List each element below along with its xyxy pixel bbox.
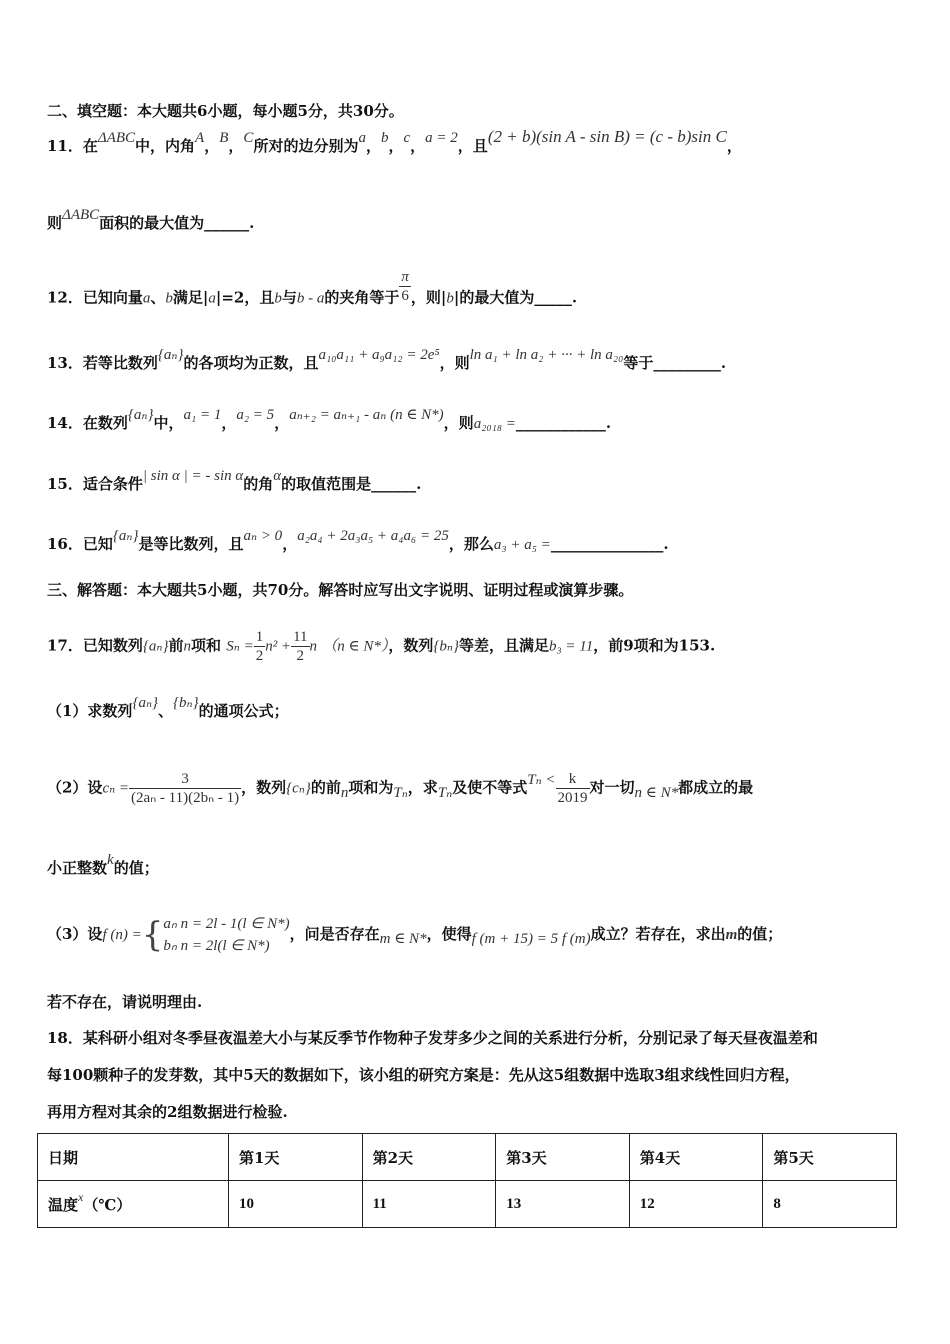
question-16: 16．已知{aₙ}是等比数列，且aₙ > 0，a₂a₄ + 2a₃a₅ + a₄a₆ = 25，那么a₃ + a₅ =_______________. — [47, 528, 669, 553]
q17-part3-cont: 若不存在，请说明理由. — [47, 993, 203, 1011]
table-cell: 第1天 — [229, 1134, 363, 1181]
table-cell: 12 — [629, 1181, 763, 1228]
section-3-header: 三、解答题：本大题共5小题，共70分。解答时应写出文字说明、证明过程或演算步骤。 — [47, 581, 634, 599]
question-11: 11．在ΔABC中，内角A，B，C所对的边分别为a，b，c，a = 2，且(2 + b)(sin A - sin B) = (c - b)sin C， — [47, 127, 742, 155]
section-2-header: 二、填空题：本大题共6小题，每小题5分，共30分。 — [47, 102, 404, 120]
q15-number: 15． — [47, 475, 83, 493]
data-table — [37, 1133, 897, 1228]
table-cell: 13 — [496, 1181, 630, 1228]
q16-number: 16． — [47, 535, 83, 553]
table-cell: 8 — [763, 1181, 897, 1228]
question-17: 17．已知数列{aₙ}前n项和 Sₙ = $\frac{1}{2}$ n² + $\frac{11}{2}$ n （n ∈ N*），数列{bₙ}等差，且满足b₃ = 11，前9项和为153. — [47, 629, 716, 664]
question-14: 14．在数列{aₙ}中，a₁ = 1，a₂ = 5，aₙ₊₂ = aₙ₊₁ - aₙ (n ∈ N*)，则a₂₀₁₈ =____________. — [47, 407, 612, 432]
q17-part2: （2）设cₙ = $\frac{3}{\text{(2aₙ - 11)(2bₙ - 1)}}$ ，数列{cₙ}的前n项和为Tₙ，求Tₙ及使不等式Tₙ < $\frac{k}{2019}$ 对一切n ∈ N*都成立的最 — [47, 771, 754, 806]
pi-over-6: $\frac{\pi}{6}$ — [401, 269, 409, 304]
table-cell: 11 — [362, 1181, 496, 1228]
question-15: 15．适合条件| sin α | = - sin α的角α的取值范围是______. — [47, 468, 422, 493]
question-11-line2: 则ΔABC面积的最大值为______. — [47, 207, 255, 232]
q13-number: 13． — [47, 354, 83, 372]
q14-number: 14． — [47, 414, 83, 432]
question-18-line1: 18．某科研小组对冬季昼夜温差大小与某反季节作物种子发芽多少之间的关系进行分析，分别记录了每天昼夜温差和 — [47, 1029, 818, 1047]
q11-equation: (2 + b)(sin A - sin B) = (c - b)sin C — [487, 127, 727, 146]
table-cell: 温度$^x$（℃） — [38, 1181, 229, 1228]
question-12: 12．已知向量a、b满足|a|=2，且b与b - a的夹角等于 $\frac{\pi}{6}$ ，则|b|的最大值为_____. — [47, 269, 578, 307]
question-13: 13．若等比数列{aₙ}的各项均为正数，且a₁₀a₁₁ + a₉a₁₂ = 2e⁵，则ln a₁ + ln a₂ + ··· + ln a₂₀等于_________. — [47, 347, 727, 372]
table-cell: 第2天 — [362, 1134, 496, 1181]
table-cell: 10 — [229, 1181, 363, 1228]
q12-number: 12． — [47, 288, 83, 307]
q17-part2-cont: 小正整数k的值； — [47, 852, 159, 877]
q17-part1: （1）求数列{aₙ}、{bₙ}的通项公式； — [47, 695, 289, 720]
q17-number: 17． — [47, 636, 83, 655]
table-cell: 第3天 — [496, 1134, 630, 1181]
table-cell: 第4天 — [629, 1134, 763, 1181]
table-cell: 日期 — [38, 1134, 229, 1181]
question-18-line2: 每100颗种子的发芽数，其中5天的数据如下，该小组的研究方案是：先从这5组数据中选取3组求线性回归方程， — [47, 1066, 800, 1084]
table-row — [38, 1181, 897, 1228]
table-header-row — [38, 1134, 897, 1181]
piecewise-cases: aₙ n = 2l - 1(l ∈ N*) bₙ n = 2l(l ∈ N*) — [163, 916, 290, 954]
table-cell: 第5天 — [763, 1134, 897, 1181]
q17-part3: （3）设f (n) ={ aₙ n = 2l - 1(l ∈ N*) bₙ n = 2l(l ∈ N*) ，问是否存在m ∈ N*，使得f (m + 15) = 5 f (m)成立？若存在，求出m的值； — [47, 915, 783, 955]
triangle-abc: ΔABC — [97, 130, 136, 146]
question-18-line3: 再用方程对其余的2组数据进行检验. — [47, 1103, 288, 1121]
left-brace: { — [141, 915, 164, 955]
q11-number: 11． — [47, 137, 83, 155]
